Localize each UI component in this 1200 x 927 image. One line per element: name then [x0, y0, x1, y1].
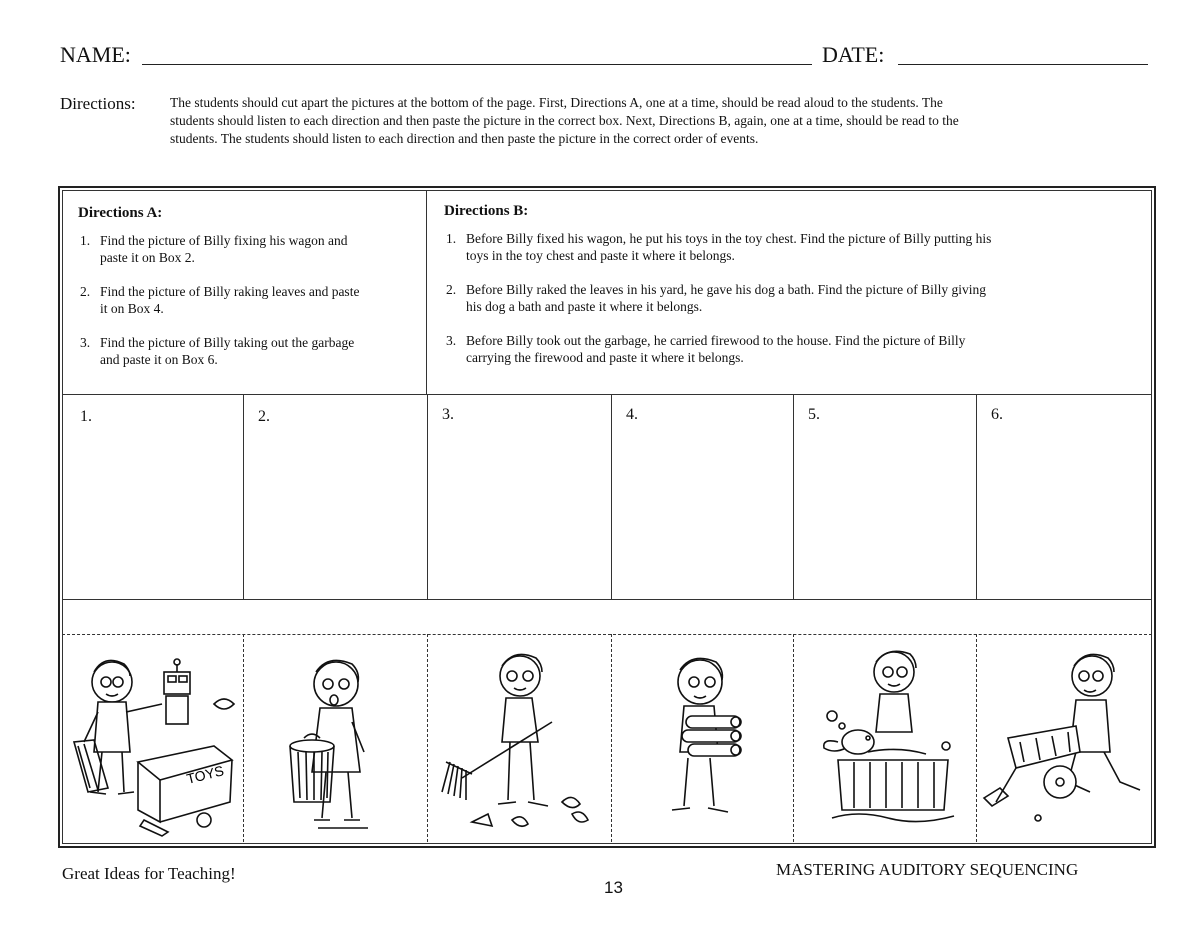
- directions-line: The students should cut apart the pictures at the bottom of the page. First, Directions A, one at a time, should be read aloud to the students. The: [170, 95, 943, 110]
- picture-garbage[interactable]: [248, 642, 424, 838]
- footer-left: Great Ideas for Teaching!: [62, 864, 236, 883]
- box-4[interactable]: 4.: [626, 406, 638, 423]
- directions-b-item: [446, 230, 1146, 264]
- directions-b-item: [446, 281, 1146, 315]
- directions-label: Directions:: [60, 94, 136, 113]
- boxes-bottom-line: [62, 599, 1152, 600]
- box-2[interactable]: 2.: [258, 408, 270, 425]
- item-line: toys in the toy chest and paste it where it belongs.: [466, 248, 735, 263]
- item-number: 1.: [446, 231, 457, 246]
- directions-a-item: [80, 232, 420, 266]
- item-line: it on Box 4.: [100, 301, 164, 316]
- box-divider: [611, 394, 612, 599]
- directions-line: students. The students should listen to each direction and then paste the picture in the correct order of events.: [170, 131, 759, 146]
- item-line: Before Billy fixed his wagon, he put his toys in the toy chest. Find the picture of Billy putting his: [466, 231, 992, 246]
- cut-line: [427, 634, 428, 842]
- directions-b-item: [446, 332, 1146, 366]
- picture-raking[interactable]: [432, 642, 608, 838]
- cut-line-horizontal: [62, 634, 1152, 635]
- item-line: Find the picture of Billy taking out the garbage: [100, 335, 355, 350]
- toys-label: TOYS: [184, 762, 226, 787]
- boxes-top-line: [62, 394, 1152, 395]
- item-line: Before Billy raked the leaves in his yard, he gave his dog a bath. Find the picture of Billy giving: [466, 282, 987, 297]
- item-line: and paste it on Box 6.: [100, 352, 218, 367]
- item-line: paste it on Box 2.: [100, 250, 195, 265]
- picture-toys-chest[interactable]: [64, 642, 240, 838]
- directions-a-item: [80, 283, 420, 317]
- box-divider: [243, 394, 244, 599]
- item-number: 3.: [80, 335, 91, 350]
- directions-a-list: [80, 232, 420, 385]
- cut-line: [243, 634, 244, 842]
- date-field-line[interactable]: [898, 64, 1148, 65]
- item-number: 1.: [80, 233, 91, 248]
- item-line: Before Billy took out the garbage, he carried firewood to the house. Find the picture of Billy: [466, 333, 966, 348]
- cut-line: [976, 634, 977, 842]
- item-line: Find the picture of Billy fixing his wagon and: [100, 233, 348, 248]
- box-5[interactable]: 5.: [808, 406, 820, 423]
- box-divider: [793, 394, 794, 599]
- page-number: 13: [604, 878, 623, 897]
- box-divider: [427, 394, 428, 599]
- item-line: Find the picture of Billy raking leaves and paste: [100, 284, 360, 299]
- box-divider: [976, 394, 977, 599]
- box-6[interactable]: 6.: [991, 406, 1003, 423]
- box-1[interactable]: 1.: [80, 408, 92, 425]
- item-number: 2.: [80, 284, 91, 299]
- footer-right: MASTERING AUDITORY SEQUENCING: [776, 860, 1079, 879]
- item-line: carrying the firewood and paste it where it belongs.: [466, 350, 744, 365]
- picture-wagon[interactable]: [980, 642, 1156, 838]
- box-3[interactable]: 3.: [442, 406, 454, 423]
- item-line: his dog a bath and paste it where it belongs.: [466, 299, 703, 314]
- directions-b-list: [446, 230, 1146, 383]
- name-field-line[interactable]: [142, 64, 812, 65]
- directions-b-title: Directions B:: [444, 203, 529, 219]
- picture-firewood[interactable]: [616, 642, 792, 838]
- directions-a-title: Directions A:: [78, 205, 163, 221]
- cut-line: [793, 634, 794, 842]
- item-number: 3.: [446, 333, 457, 348]
- directions-line: students should listen to each direction and then paste the picture in the correct box. Next, Directions B, again, one at a time, should be read to the: [170, 113, 959, 128]
- picture-dog-bath[interactable]: [798, 642, 974, 838]
- directions-text: [170, 94, 1130, 148]
- directions-divider: [426, 190, 427, 394]
- directions-a-item: [80, 334, 420, 368]
- name-label: NAME:: [60, 42, 131, 67]
- item-number: 2.: [446, 282, 457, 297]
- cut-line: [611, 634, 612, 842]
- date-label: DATE:: [822, 42, 885, 67]
